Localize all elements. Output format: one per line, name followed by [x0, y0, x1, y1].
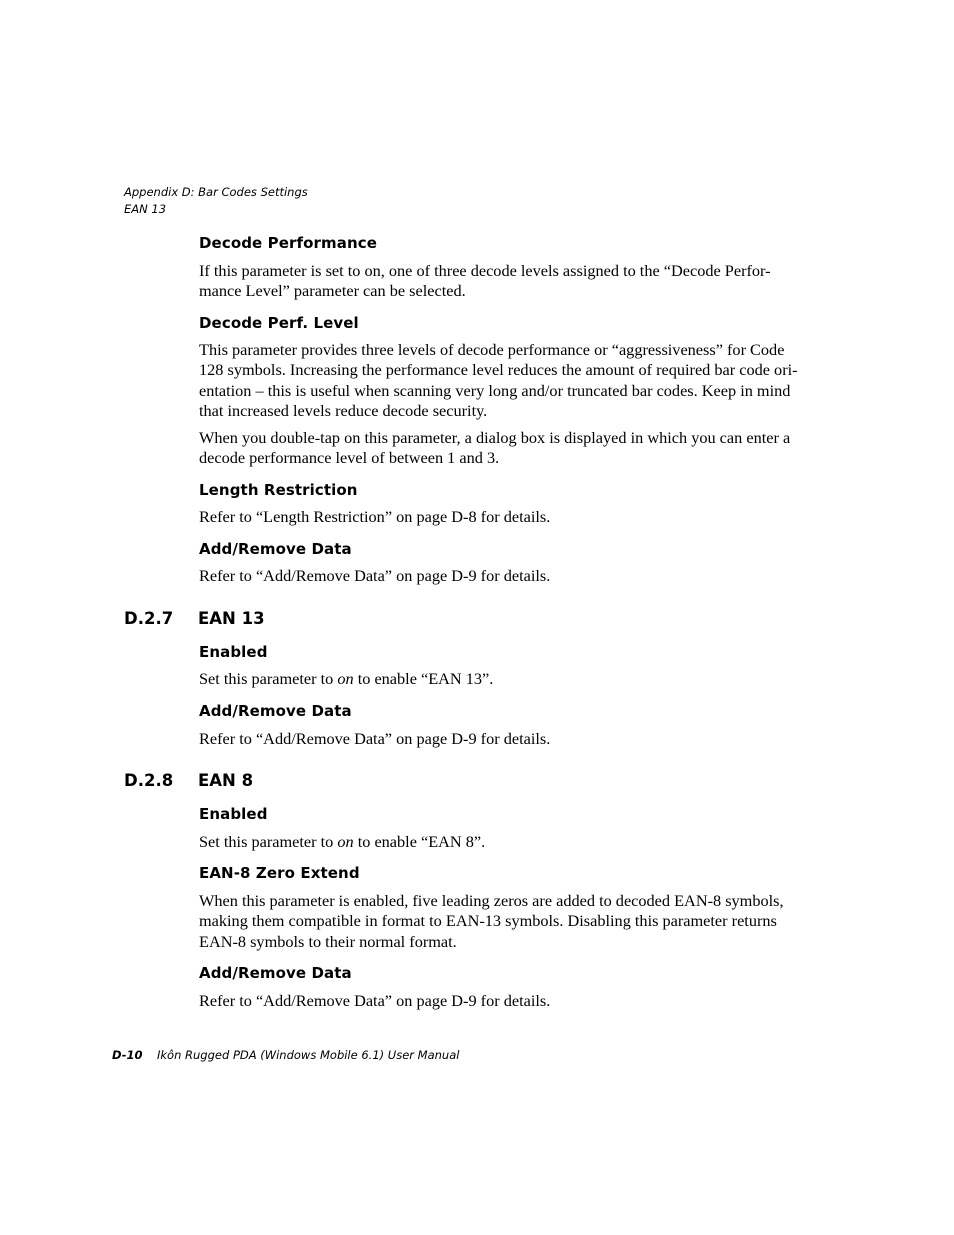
paragraph-decode-performance — [199, 261, 819, 302]
text-line: When this parameter is enabled, five leading zeros are added to decoded EAN-8 symbols, — [199, 891, 784, 910]
text-line: This parameter provides three levels of decode performance or “aggressiveness” for Code — [199, 340, 785, 359]
paragraph-ean13-add-remove-data: Refer to “Add/Remove Data” on page D-9 for details. — [199, 729, 551, 748]
paragraph-ean13-enabled — [199, 669, 819, 689]
heading-ean8-add-remove-data: Add/Remove Data — [199, 964, 352, 982]
text-run: Set this parameter to — [199, 669, 338, 688]
text-line: 128 symbols. Increasing the performance level reduces the amount of required bar code ori- — [199, 360, 798, 380]
text-line: When you double-tap on this parameter, a dialog box is displayed in which you can enter a — [199, 428, 791, 447]
heading-ean13-add-remove-data: Add/Remove Data — [199, 702, 352, 720]
section-title-ean13: EAN 13 — [198, 609, 265, 628]
paragraph-decode-perf-level-dialog — [199, 428, 819, 469]
heading-add-remove-data: Add/Remove Data — [199, 540, 352, 558]
footer-page-number: D-10 — [112, 1048, 143, 1062]
text-run: Set this parameter to — [199, 832, 338, 851]
text-line: If this parameter is set to on, one of three decode levels assigned to the “Decode Perfor- — [199, 261, 771, 280]
text-run: to enable “EAN 13”. — [353, 669, 494, 688]
running-header-chapter: Appendix D: Bar Codes Settings — [124, 185, 308, 199]
paragraph-length-restriction: Refer to “Length Restriction” on page D-8 for details. — [199, 507, 551, 526]
heading-decode-perf-level: Decode Perf. Level — [199, 314, 359, 332]
text-run: to enable “EAN 8”. — [353, 832, 486, 851]
heading-ean8-enabled: Enabled — [199, 805, 268, 823]
heading-decode-performance: Decode Performance — [199, 234, 378, 252]
section-number-ean8: D.2.8 — [124, 771, 174, 790]
paragraph-ean8-add-remove-data: Refer to “Add/Remove Data” on page D-9 for details. — [199, 991, 551, 1010]
section-title-ean8: EAN 8 — [198, 771, 254, 790]
running-header-section: EAN 13 — [124, 202, 167, 216]
section-number-ean13: D.2.7 — [124, 609, 174, 628]
text-line: making them compatible in format to EAN-13 symbols. Disabling this parameter returns — [199, 911, 777, 931]
text-line: decode performance level of between 1 and 3. — [199, 448, 500, 468]
paragraph-decode-perf-level — [199, 340, 819, 421]
paragraph-ean8-zero-extend — [199, 891, 819, 952]
heading-ean8-zero-extend: EAN-8 Zero Extend — [199, 864, 360, 882]
text-line: mance Level” parameter can be selected. — [199, 281, 466, 301]
heading-length-restriction: Length Restriction — [199, 481, 358, 499]
emphasis-on: on — [337, 832, 354, 851]
text-line: entation – this is useful when scanning very long and/or truncated bar codes. Keep in mind — [199, 380, 791, 400]
text-line: that increased levels reduce decode security. — [199, 400, 488, 420]
paragraph-add-remove-data: Refer to “Add/Remove Data” on page D-9 for details. — [199, 566, 551, 585]
heading-ean13-enabled: Enabled — [199, 643, 268, 661]
emphasis-on: on — [337, 669, 354, 688]
footer-manual-title: Ikôn Rugged PDA (Windows Mobile 6.1) User Manual — [157, 1048, 460, 1062]
text-line: EAN-8 symbols to their normal format. — [199, 931, 457, 951]
paragraph-ean8-enabled — [199, 832, 819, 852]
